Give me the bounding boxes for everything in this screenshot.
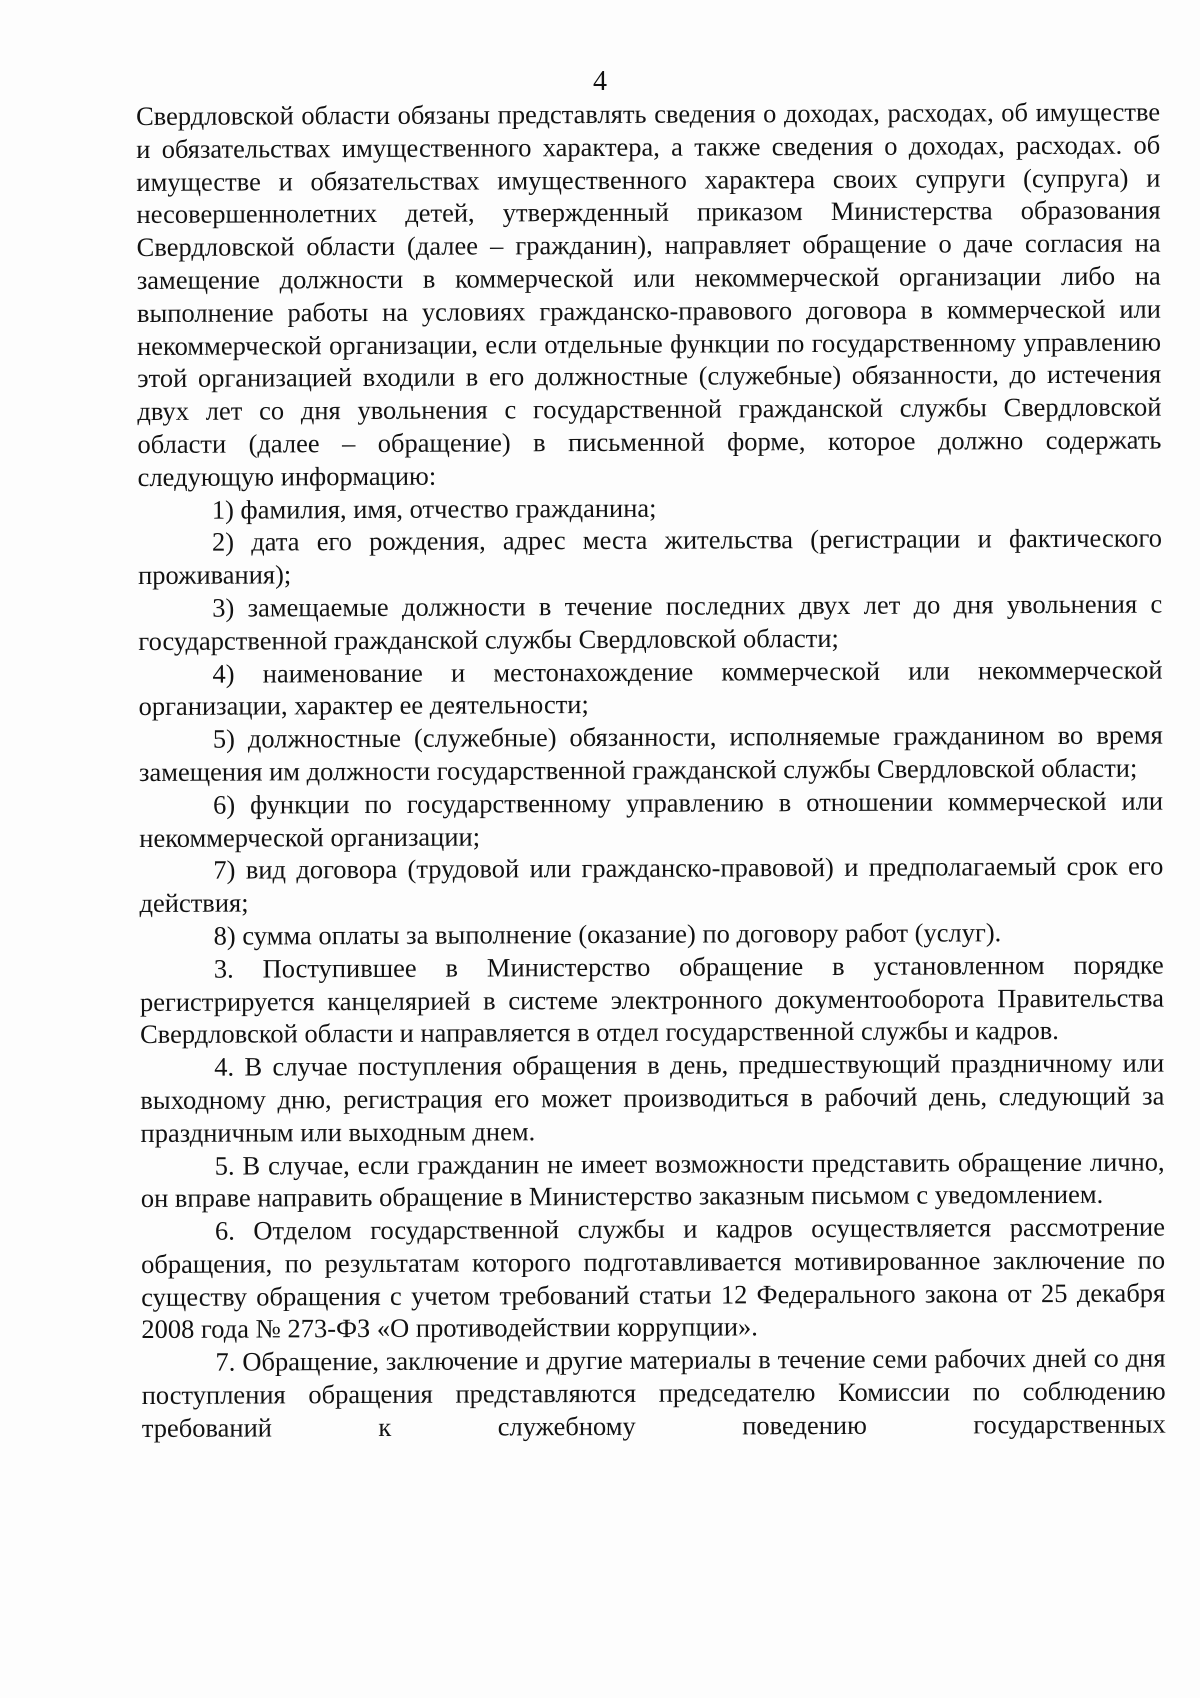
page-number: 4 (593, 66, 607, 97)
list-item-7: 7) вид договора (трудовой или гражданско-правовой) и предполагаемый срок его действия; (139, 850, 1164, 919)
document-body (136, 96, 1166, 1445)
list-item-1: 1) фамилия, имя, отчество гражданина; (211, 492, 657, 525)
paragraph-intro-continuation: Свердловской области обязаны представлять сведения о доходах, расходах, об имуществе и обязательствах имущественного характера, а также сведения о доходах, расходах. об имуществе и обязательствах имущественного характера своих супруги (супруга) и несовершеннолетних детей, утвержденный приказом Министерства образования Свердловской области (далее – гражданин), направляет обращение о даче согласия на замещение должности в коммерческой или некоммерческой организации либо на выполнение работы на условиях гражданско-правового договора в коммерческой или некоммерческой организации, если отдельные функции по государственному управлению этой организацией входили в его должностные (служебные) обязанности, до истечения двух лет со дня увольнения с государственной гражданской службы Свердловской области (далее – обращение) в письменной форме, которое должно содержать следующую информацию: (136, 96, 1162, 492)
list-item-8: 8) сумма оплаты за выполнение (оказание) по договору работ (услуг). (213, 917, 1002, 951)
paragraph-clause-4: 4. В случае поступления обращения в день, предшествующий праздничному или выходному дню, регистрация его может производиться в рабочий день, следующий за праздничным или выходным днем. (140, 1047, 1165, 1148)
paragraph-clause-6: 6. Отделом государственной службы и кадров осуществляется рассмотрение обращения, по результатам которого подготавливается мотивированное заключение по существу обращения с учетом требований статьи 12 Федерального закона от 25 декабря 2008 года № 273-ФЗ «О противодействии коррупции». (141, 1211, 1166, 1345)
paragraph-clause-5: 5. В случае, если гражданин не имеет возможности представить обращение лично, он вправе направить обращение в Министерство заказным письмом с уведомлением. (140, 1146, 1165, 1214)
list-item-6: 6) функции по государственному управлению в отношении коммерческой или некоммерческой организации; (139, 785, 1164, 853)
list-item-2: 2) дата его рождения, адрес места жительства (регистрации и фактического проживания); (138, 522, 1162, 591)
list-item-3: 3) замещаемые должности в течение последних двух лет до дня увольнения с государственной гражданской службы Свердловской области; (138, 588, 1163, 656)
paragraph-clause-3: 3. Поступившее в Министерство обращение в установленном порядке регистрируется канцелярией в системе электронного документооборота Правительства Свердловской области и направляется в отдел государственной службы и кадров. (139, 949, 1164, 1050)
list-item-5: 5) должностные (служебные) обязанности, исполняемые гражданином во время замещения им должности государственной гражданской службы Свердловской области; (138, 719, 1163, 787)
list-item-4: 4) наименование и местонахождение коммерческой или некоммерческой организации, характер ее деятельности; (138, 654, 1163, 722)
paragraph-clause-7: 7. Обращение, заключение и другие материалы в течение семи рабочих дней со дня поступления обращения представляются председателю Комиссии по соблюдению требований к служебному поведению государственных (141, 1342, 1166, 1443)
